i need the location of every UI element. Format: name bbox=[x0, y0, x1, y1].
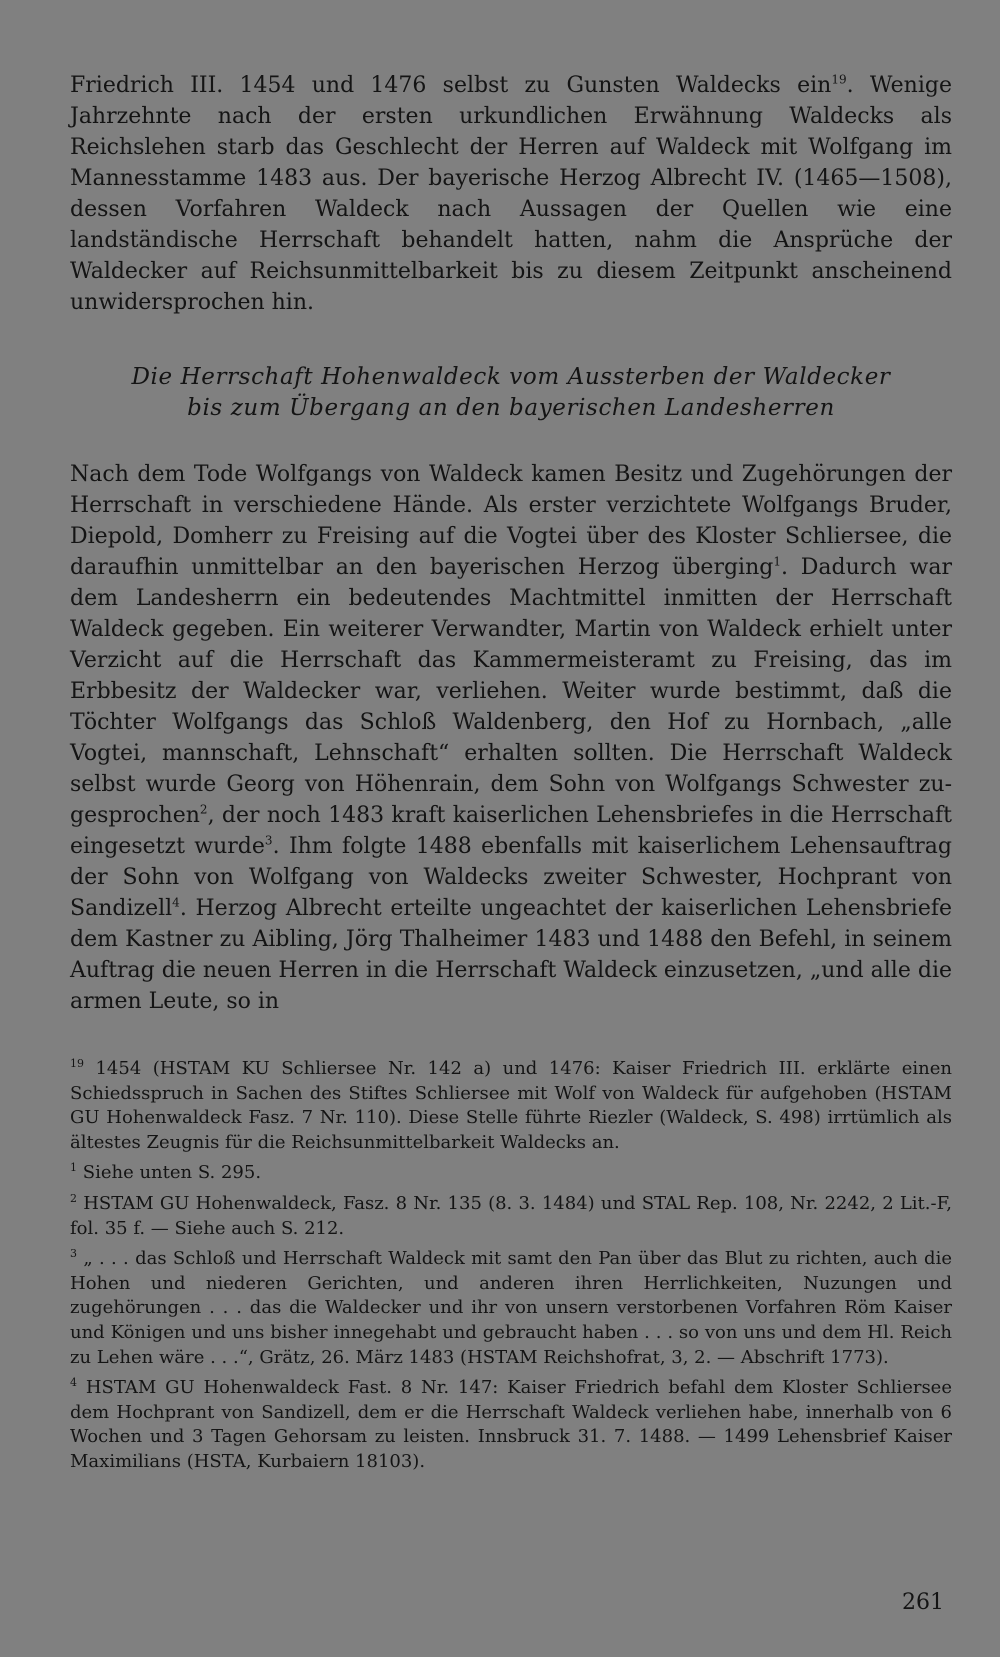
footnote-mark: 1 bbox=[70, 1161, 77, 1175]
paragraph-2-part-1: Nach dem Tode Wolfgangs von Waldeck kamen Besitz und Zugehörungen der Herrschaft in verschiedene Hände. Als erster verzichtete Wolfgangs Bruder, Diepold, Domherr zu Freising auf die Vogtei über des Kloster Schliersee, die daraufhin unmittelbar an den bayerischen Herzog überging bbox=[70, 462, 952, 580]
footnote-mark: 19 bbox=[70, 1057, 84, 1070]
section-heading-line-1: Die Herrschaft Hohenwaldeck vom Aussterben der Waldecker bbox=[131, 364, 891, 390]
footnote-1 bbox=[70, 1161, 952, 1186]
section-heading bbox=[70, 362, 952, 424]
footnote-mark: 4 bbox=[70, 1376, 77, 1390]
footnote-text: Siehe unten S. 295. bbox=[82, 1162, 262, 1184]
footnote-mark: 2 bbox=[70, 1191, 77, 1205]
paragraph-2-part-2: . Dadurch war dem Landesherrn ein bedeutendes Machtmittel inmitten der Herrschaft Waldeck gegeben. Ein weiterer Verwandter, Martin von Waldeck erhielt unter Verzicht auf die Herrschaft das Kammermeisteramt zu Freising, das im Erbbesitz der Waldecker war, verliehen. Weiter wurde bestimmt, daß die Töchter Wolfgangs das Schloß Waldenberg, den Hof zu Hornbach, „alle Vogtei, mannschaft, Lehnschaft“ erhalten sollten. Die Herrschaft Waldeck selbst wurde Georg von Höhenrain, dem Sohn von Wolfgangs Schwester zugesprochen bbox=[70, 555, 952, 828]
paragraph-continuation bbox=[70, 70, 952, 318]
footnote-ref-3: 3 bbox=[264, 833, 273, 848]
paragraph-1-rest: . Wenige Jahrzehnte nach der ersten urkundlichen Erwähnung Waldecks als Reichslehen starb das Geschlecht der Herren auf Waldeck mit Wolfgang im Mannesstamme 1483 aus. Der bayerische Herzog Albrecht IV. (1465—1508), dessen Vorfahren Waldeck nach Aussagen der Quellen wie eine landständische Herrschaft behandelt hatten, nahm die Ansprüche der Waldecker auf Reichsunmittelbarkeit bis zu diesem Zeitpunkt anscheinend unwidersprochen hin. bbox=[70, 73, 952, 315]
paragraph-1-text: Friedrich III. 1454 und 1476 selbst zu Gunsten Waldecks ein bbox=[70, 73, 832, 98]
footnotes bbox=[70, 1057, 952, 1475]
paragraph-2-part-5: . Herzog Albrecht erteilte ungeachtet der kaiserlichen Lehensbriefe dem Kastner zu Aibling, Jörg Thalheimer 1483 und 1488 den Befehl, in seinem Auftrag die neuen Herren in die Herrschaft Waldeck einzusetzen, „und alle die armen Leute, so in bbox=[70, 896, 952, 1014]
footnote-ref-19: 19 bbox=[831, 72, 847, 87]
paragraph-2-part-4: . Ihm folgte 1488 ebenfalls mit kaiserlichem Lehensauftrag der Sohn von Wolfgang von Waldecks zweiter Schwester, Hochprant von Sandizell bbox=[70, 834, 952, 921]
footnote-text: HSTAM GU Hohenwaldeck, Fasz. 8 Nr. 135 (8. 3. 1484) und STAL Rep. 108, Nr. 2242, 2 Lit.-F, fol. 35 f. — Siehe auch S. 212. bbox=[70, 1192, 952, 1239]
footnote-text: „ . . . das Schloß und Herrschaft Waldeck mit samt den Pan über das Blut zu richten, auch die Hohen und niederen Gerichten, und anderen ihren Herrlichkeiten, Nuzungen und zugehörungen . . . das die Waldecker und ihr von unsern verstorbenen Vorfahren Röm Kaiser und Königen und uns bisher innegehabt und gebraucht haben . . . so von uns und dem Hl. Reich zu Lehen wäre . . .“, Grätz, 26. März 1483 (HSTAM Reichshofrat, 3, 2. — Abschrift 1773). bbox=[70, 1248, 952, 1368]
footnote-19 bbox=[70, 1057, 952, 1155]
footnote-ref-2: 2 bbox=[199, 802, 208, 817]
footnote-mark: 3 bbox=[70, 1247, 77, 1261]
footnote-ref-1: 1 bbox=[773, 554, 781, 569]
footnote-ref-4: 4 bbox=[172, 895, 180, 910]
paragraph-2-part-3: , der noch 1483 kraft kaiserlichen Lehensbriefes in die Herrschaft eingesetzt wurde bbox=[70, 803, 952, 859]
footnote-text: HSTAM GU Hohenwaldeck Fast. 8 Nr. 147: Kaiser Friedrich befahl dem Kloster Schliersee dem Hochprant von Sandizell, dem er die Herrschaft Waldeck verliehen habe, innerhalb von 6 Wochen und 3 Tagen Gehorsam zu leisten. Innsbruck 31. 7. 1488. — 1499 Lehensbrief Kaiser Maximilians (HSTA, Kurbaiern 18103). bbox=[70, 1377, 952, 1472]
footnote-3 bbox=[70, 1247, 952, 1370]
footnote-text: 1454 (HSTAM KU Schliersee Nr. 142 a) und 1476: Kaiser Friedrich III. erklärte einen Schiedsspruch in Sachen des Stiftes Schliersee mit Wolf von Waldeck für aufgehoben (HSTAM GU Hohenwaldeck Fasz. 7 Nr. 110). Diese Stelle führte Riezler (Waldeck, S. 498) irrtümlich als ältestes Zeugnis für die Reichsunmittelbarkeit Waldecks an. bbox=[70, 1058, 952, 1153]
paragraph-body bbox=[70, 459, 952, 1017]
footnote-2 bbox=[70, 1192, 952, 1241]
document-page bbox=[70, 70, 952, 1475]
footnote-4 bbox=[70, 1376, 952, 1474]
page-number: 261 bbox=[902, 1590, 944, 1615]
section-heading-line-2: bis zum Übergang an den bayerischen Landesherren bbox=[187, 395, 835, 421]
